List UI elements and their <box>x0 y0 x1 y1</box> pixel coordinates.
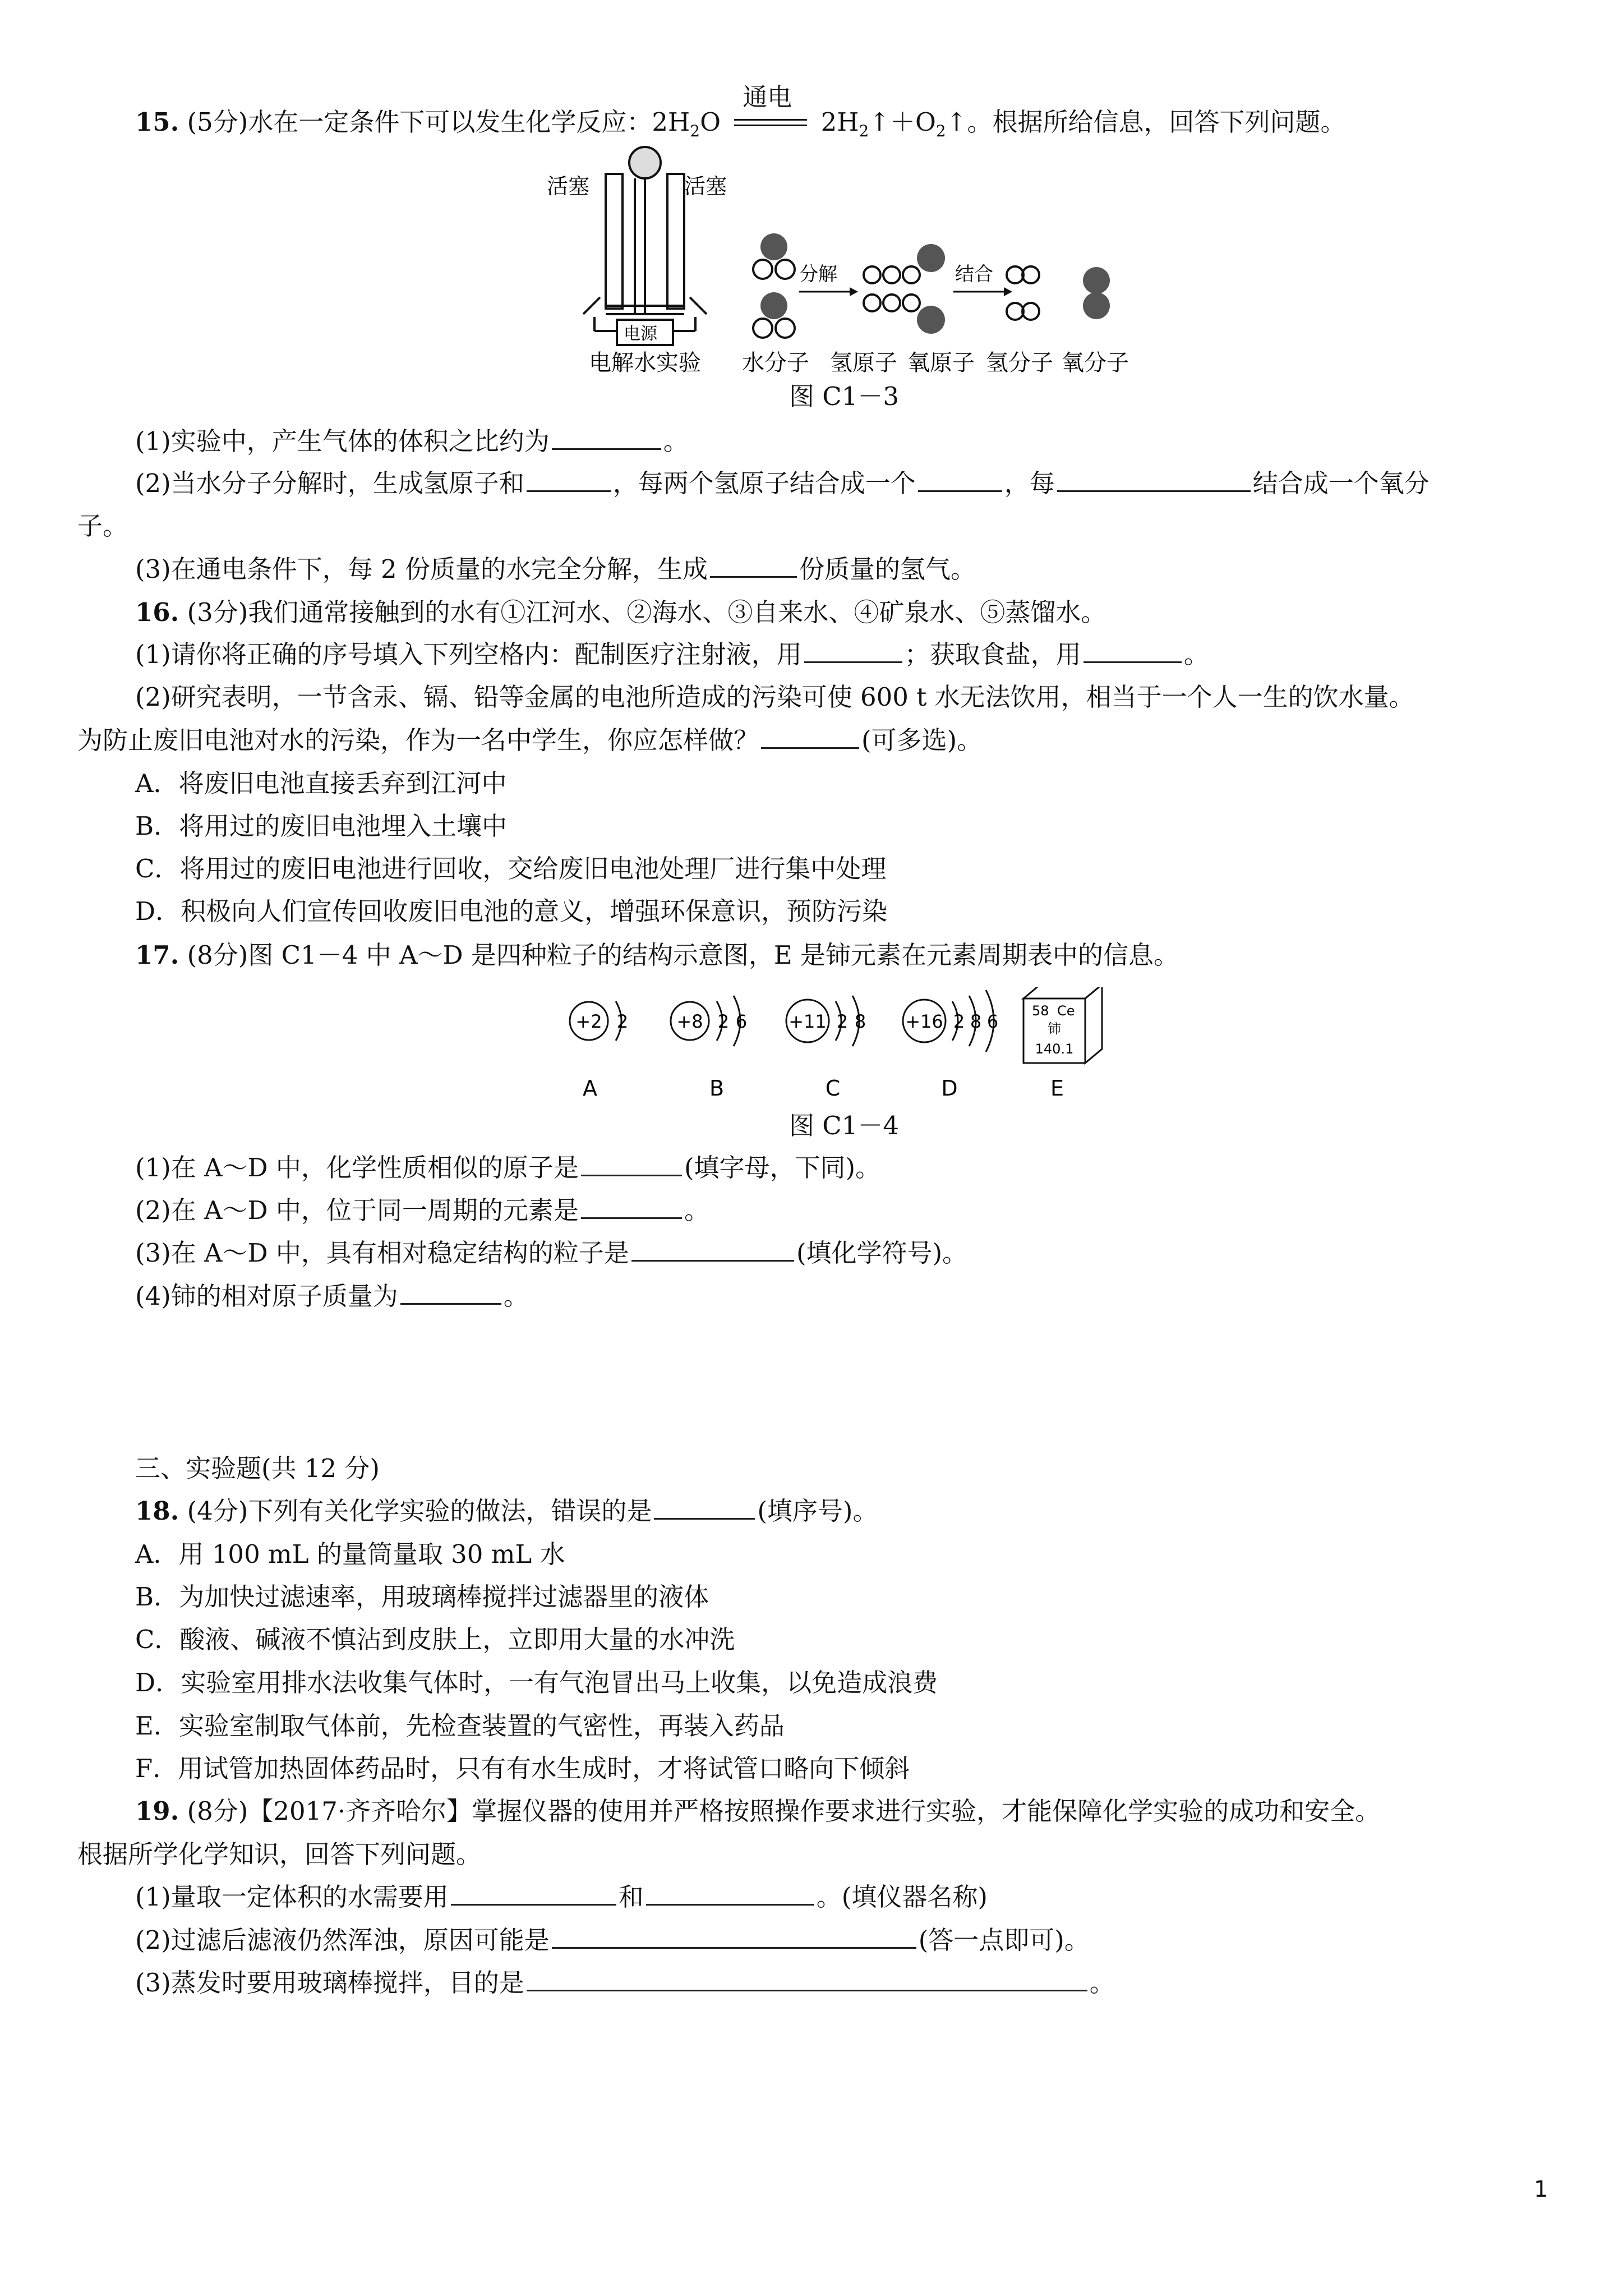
answer-blank[interactable] <box>804 638 902 663</box>
figure-c1-3 <box>0 0 1623 426</box>
q17-part2 <box>135 1194 709 1227</box>
label-hydrogen-atom: 氢原子 <box>830 350 897 376</box>
q17-stem <box>135 938 1179 972</box>
q15-p1-text: (1)实验中，产生气体的体积之比约为 <box>135 426 550 456</box>
q19-p2b: (答一点即可)。 <box>918 1925 1090 1955</box>
q15-p2b: ，每两个氢原子结合成一个 <box>612 468 916 498</box>
figure-c1-4 <box>0 987 1623 1116</box>
q18-option-c: C．酸液、碱液不慎沾到皮肤上，立即用大量的水冲洗 <box>135 1625 735 1654</box>
q15-o-sub: 2 <box>935 122 946 140</box>
q17-p2a: (2)在 A～D 中，位于同一周期的元素是 <box>135 1195 579 1225</box>
nucleus-b: +8 <box>676 1011 703 1032</box>
element-name: 铈 <box>1048 1021 1061 1037</box>
power-label: 电源 <box>624 324 657 344</box>
shell-b-2: 6 <box>735 1011 748 1032</box>
q15-number: 15. <box>135 107 179 137</box>
q15-part1 <box>135 425 689 458</box>
answer-blank[interactable] <box>918 467 1002 492</box>
label-water-molecule: 水分子 <box>742 350 809 376</box>
q16-p1a: (1)请你将正确的序号填入下列空格内：配制医疗注射液，用 <box>135 639 802 669</box>
shell-c-1: 2 <box>836 1011 849 1032</box>
q16-part2: (2)研究表明，一节含汞、镉、铅等金属的电池所造成的污染可使 600 t 水无法饮用，相当于一个人一生的饮水量。 <box>135 682 1414 712</box>
q16-number: 16. <box>135 597 179 627</box>
q15-o: O <box>700 107 721 137</box>
q16-head: (3分)我们通常接触到的水有①江河水、②海水、③自来水、④矿泉水、⑤蒸馏水。 <box>187 597 1106 627</box>
answer-blank[interactable] <box>1083 638 1182 663</box>
q18-number: 18. <box>135 1496 179 1526</box>
reaction-condition: 通电 <box>743 82 792 112</box>
label-oxygen-atom: 氧原子 <box>907 350 975 376</box>
answer-blank[interactable] <box>552 425 661 450</box>
q15-p3b: 份质量的氢气。 <box>799 554 976 584</box>
answer-blank[interactable] <box>654 1494 755 1520</box>
letter-a: A <box>583 1076 597 1101</box>
q15-p2d: 结合成一个氧分 <box>1252 468 1430 498</box>
q15-sub: 2 <box>690 122 700 140</box>
q19-head: (8分)【2017·齐齐哈尔】掌握仪器的使用并严格按照操作要求进行实验，才能保障化学实验的成功和安全。 <box>187 1796 1381 1826</box>
q15-arrows: ↑＋O <box>869 107 936 137</box>
q15-part2-cont: 子。 <box>77 511 128 541</box>
q19-p2a: (2)过滤后滤液仍然浑浊，原因可能是 <box>135 1925 550 1955</box>
q16-p1c: 。 <box>1183 639 1209 669</box>
q16-p2c: (可多选)。 <box>861 725 983 755</box>
valve-right-label: 活塞 <box>684 174 727 199</box>
answer-blank[interactable] <box>1057 467 1251 492</box>
decompose-label: 分解 <box>799 263 837 286</box>
q16-stem <box>135 596 1106 629</box>
shell-a-1: 2 <box>616 1011 629 1032</box>
answer-blank[interactable] <box>631 1236 794 1262</box>
shell-d-2: 8 <box>970 1011 982 1032</box>
q16-p1b: ；获取食盐，用 <box>904 639 1081 669</box>
answer-blank[interactable] <box>527 1966 1087 1991</box>
answer-blank[interactable] <box>761 724 859 749</box>
oxygen-molecule <box>1083 267 1110 319</box>
answer-blank[interactable] <box>710 553 797 578</box>
shell-b-1: 2 <box>717 1011 730 1032</box>
figure-caption-c1-4: 图 C1－4 <box>789 1111 899 1140</box>
q17-head: (8分)图 C1－4 中 A～D 是四种粒子的结构示意图，E 是铈元素在元素周期表中的信息。 <box>187 940 1179 970</box>
q16-p2b: 为防止废旧电池对水的污染，作为一名中学生，你应怎样做？ <box>77 725 759 755</box>
q17-number: 17. <box>135 940 179 970</box>
q16-option-c: C．将用过的废旧电池进行回收，交给废旧电池处理厂进行集中处理 <box>135 854 887 884</box>
letter-d: D <box>941 1076 958 1101</box>
hydrogen-molecules <box>1007 266 1039 320</box>
q17-p4b: 。 <box>503 1281 529 1311</box>
answer-blank[interactable] <box>646 1880 814 1906</box>
q17-part3 <box>135 1236 967 1270</box>
q15-part2 <box>135 467 1430 500</box>
q17-p4a: (4)铈的相对原子质量为 <box>135 1281 398 1311</box>
q16-option-a: A．将废旧电池直接丢弃到江河中 <box>135 769 507 798</box>
nucleus-a: +2 <box>575 1011 602 1032</box>
q15-product: 2H <box>820 107 859 137</box>
nucleus-c: +11 <box>789 1011 827 1032</box>
particle-c <box>786 996 866 1046</box>
q19-p3a: (3)蒸发时要用玻璃棒搅拌，目的是 <box>135 1968 524 1998</box>
element-symbol: Ce <box>1057 1003 1075 1019</box>
label-hydrogen-molecule: 氢分子 <box>986 350 1053 376</box>
q18-option-e: E．实验室制取气体前，先检查装置的气密性，再装入药品 <box>135 1711 785 1741</box>
q15-tail: ↑。根据所给信息，回答下列问题。 <box>946 107 1346 137</box>
q18-option-f: F．用试管加热固体药品时，只有有水生成时，才将试管口略向下倾斜 <box>135 1754 910 1783</box>
q19-part3 <box>135 1966 1115 2000</box>
q15-p2c: ，每 <box>1004 468 1055 498</box>
particle-b <box>671 996 747 1046</box>
q19-p1b: 和 <box>618 1882 644 1912</box>
q19-p3b: 。 <box>1089 1968 1115 1998</box>
q19-part1 <box>135 1880 988 1914</box>
q18-tail: (填序号)。 <box>757 1496 878 1526</box>
figure-caption-c1-3: 图 C1－3 <box>789 381 899 411</box>
hydrogen-atoms <box>864 266 920 311</box>
q19-stem <box>135 1795 1380 1828</box>
q16-option-d: D．积极向人们宣传回收废旧电池的意义，增强环保意识，预防污染 <box>135 896 888 926</box>
valve-left-label: 活塞 <box>547 174 590 199</box>
answer-blank[interactable] <box>451 1880 616 1906</box>
q19-number: 19. <box>135 1796 179 1826</box>
answer-blank[interactable] <box>400 1280 501 1305</box>
shell-d-1: 2 <box>953 1011 965 1032</box>
answer-blank[interactable] <box>581 1151 682 1176</box>
q17-p3a: (3)在 A～D 中，具有相对稳定结构的粒子是 <box>135 1238 629 1268</box>
particle-a <box>570 1001 628 1041</box>
q17-p1b: (填字母，下同)。 <box>684 1153 881 1182</box>
q19-stem-cont: 根据所学化学知识，回答下列问题。 <box>77 1839 482 1869</box>
shell-d-3: 6 <box>986 1011 999 1032</box>
letter-b: B <box>709 1076 725 1101</box>
q17-p2b: 。 <box>684 1195 709 1225</box>
q19-p1c: 。(填仪器名称) <box>816 1882 988 1912</box>
q15-part3 <box>135 553 976 586</box>
q17-p1a: (1)在 A～D 中，化学性质相似的原子是 <box>135 1153 579 1182</box>
q17-part1 <box>135 1151 880 1185</box>
q17-p3b: (填化学符号)。 <box>796 1238 968 1268</box>
letter-c: C <box>825 1076 841 1101</box>
element-number: 58 <box>1032 1003 1049 1019</box>
q15-p2a: (2)当水分子分解时，生成氢原子和 <box>135 468 524 498</box>
q18-head: (4分)下列有关化学实验的做法，错误的是 <box>187 1496 652 1526</box>
q19-part2 <box>135 1924 1090 1957</box>
answer-blank[interactable] <box>527 467 611 492</box>
q15-p1-end: 。 <box>663 426 689 456</box>
combine-label: 结合 <box>955 263 993 286</box>
q18-option-a: A．用 100 mL 的量筒量取 30 mL 水 <box>135 1539 565 1569</box>
nucleus-d: +16 <box>905 1011 943 1032</box>
q17-part4 <box>135 1280 529 1313</box>
q16-part1 <box>135 638 1209 671</box>
q18-stem <box>135 1494 878 1528</box>
answer-blank[interactable] <box>552 1924 916 1949</box>
label-oxygen-molecule: 氧分子 <box>1062 350 1129 376</box>
q15-p3a: (3)在通电条件下，每 2 份质量的水完全分解，生成 <box>135 554 708 584</box>
label-electrolysis: 电解水实验 <box>589 350 701 376</box>
q19-p1a: (1)量取一定体积的水需要用 <box>135 1882 449 1912</box>
section-title-experiment: 三、实验题(共 12 分) <box>135 1453 380 1483</box>
particle-d <box>903 990 998 1052</box>
page-number: 1 <box>1534 2177 1548 2202</box>
element-mass: 140.1 <box>1035 1041 1074 1057</box>
q16-option-b: B．将用过的废旧电池埋入土壤中 <box>135 811 508 841</box>
q18-option-b: B．为加快过滤速率，用玻璃棒搅拌过滤器里的液体 <box>135 1582 709 1612</box>
q15-head: (5分)水在一定条件下可以发生化学反应：2H <box>187 107 690 137</box>
letter-e: E <box>1050 1076 1064 1101</box>
q15-prod-sub: 2 <box>859 122 869 140</box>
q16-part2-cont <box>77 724 982 757</box>
shell-c-2: 8 <box>854 1011 866 1032</box>
water-molecules <box>753 233 795 338</box>
q18-option-d: D．实验室用排水法收集气体时，一有气泡冒出马上收集，以免造成浪费 <box>135 1668 938 1697</box>
answer-blank[interactable] <box>581 1194 682 1219</box>
oxygen-atoms <box>917 244 945 334</box>
